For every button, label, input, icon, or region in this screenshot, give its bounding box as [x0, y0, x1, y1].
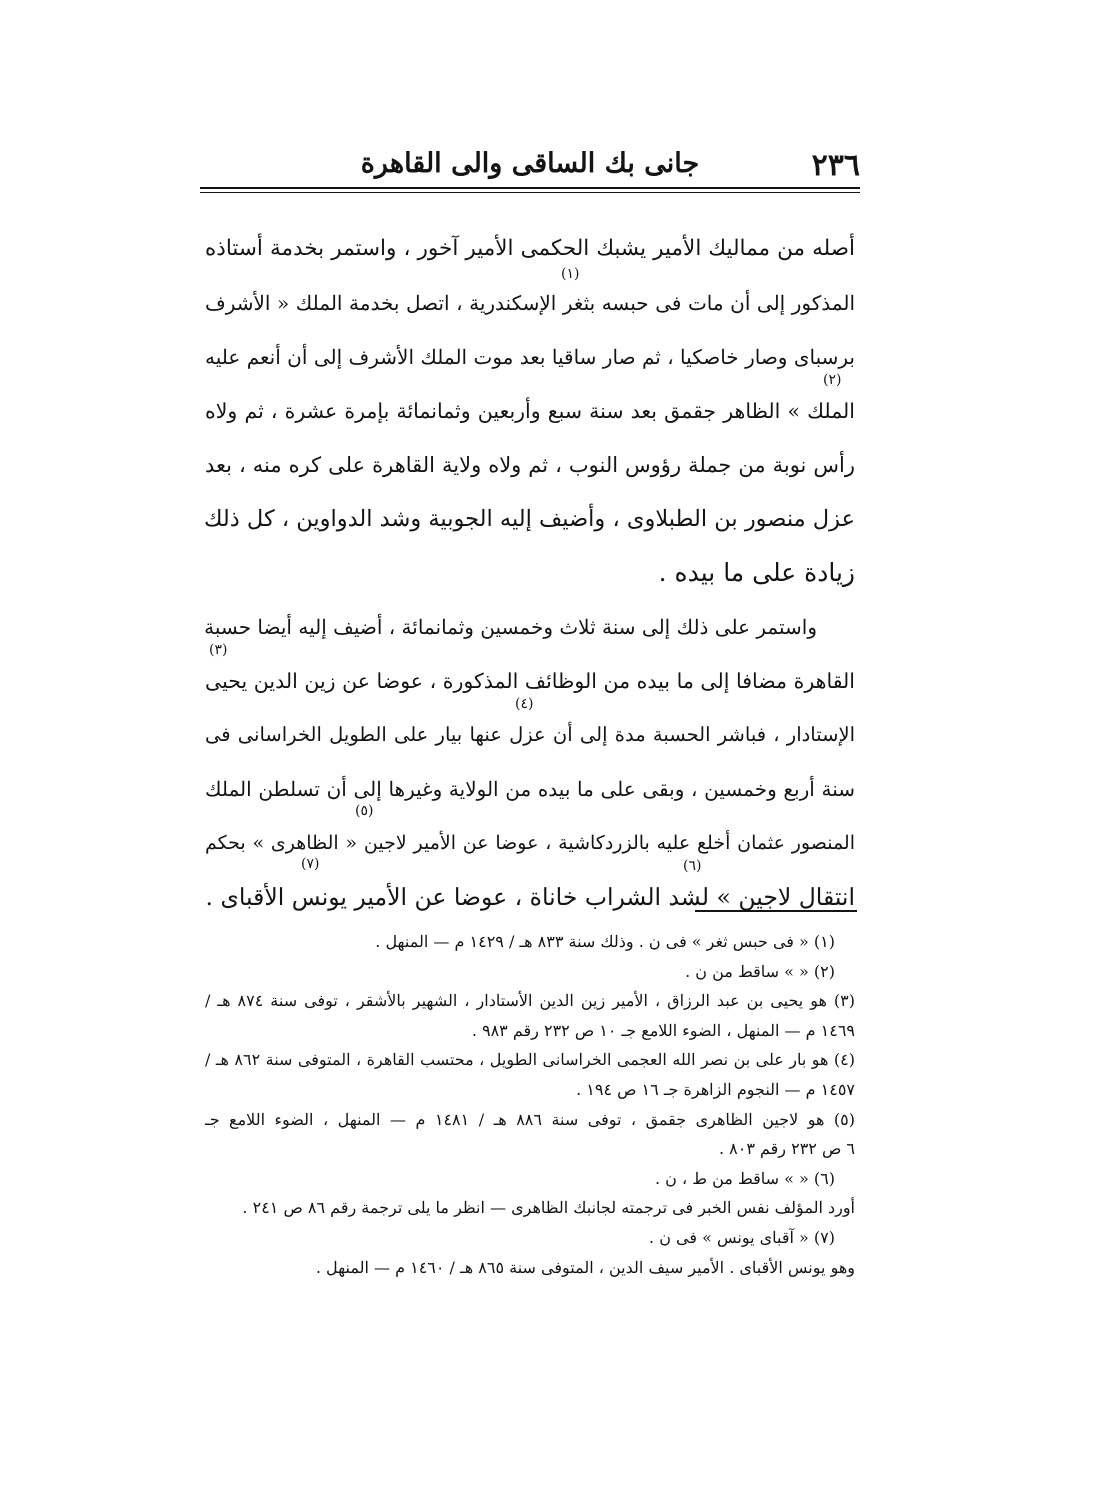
footnote-line: (٣) هو يحيى بن عبد الرزاق ، الأمير زين الدين الأستادار ، الشهير بالأشقر ، توفى سنة ٨٧٤ هـ / [205, 991, 856, 1011]
page-header [200, 142, 860, 188]
text-line: القاهرة مضافا إلى ما بيده من الوظائف المذكورة ، عوضا عن زين الدين يحيى [205, 669, 855, 693]
note-ref-7: (٧) [301, 856, 320, 872]
note-ref-2: (٢) [823, 372, 842, 388]
footnote-line: وهو يونس الأقباى . الأمير سيف الدين ، المتوفى سنة ٨٦٥ هـ / ١٤٦٠ م — المنهل . [315, 1257, 855, 1277]
footnote-line: أورد المؤلف نفس الخبر فى ترجمته لجانبك الظاهرى — انظر ما يلى ترجمة رقم ٨٦ ص ٢٤١ . [242, 1198, 855, 1218]
header-rule-thin [200, 192, 860, 193]
note-ref-5: (٥) [355, 803, 374, 819]
text-line: زيادة على ما بيده . [658, 558, 855, 587]
footnote-line: (٦) « » ساقط من ط ، ن . [654, 1168, 835, 1188]
text-line: عزل منصور بن الطبلاوى ، وأضيف إليه الجوبية وشد الدواوين ، كل ذلك [203, 506, 855, 532]
text-line: الملك » الظاهر جقمق بعد سنة سبع وأربعين وثمانمائة بإمرة عشرة ، ثم ولاه [205, 399, 855, 423]
footnote-line: (٥) هو لاجين الظاهرى جقمق ، توفى سنة ٨٨٦ هـ / ١٤٨١ م — المنهل ، الضوء اللامع جـ [205, 1109, 855, 1129]
text-line: المنصور عثمان أخلع عليه بالزردكاشية ، عوضا عن الأمير لاجين « الظاهرى » بحكم [205, 832, 855, 854]
text-line: انتقال لاجين » لشد الشراب خاناة ، عوضا عن الأمير يونس الأقباى . [205, 883, 855, 911]
page-number: ٢٣٦ [811, 148, 860, 183]
footnote-line: ١٤٦٩ م — المنهل ، الضوء اللامع جـ ١٠ ص ٢٣٢ رقم ٩٨٣ . [471, 1020, 855, 1040]
footnote-line: ٦ ص ٢٣٢ رقم ٨٠٣ . [718, 1139, 855, 1159]
text-line: سنة أربع وخمسين ، وبقى على ما بيده من الولاية وغيرها إلى أن تسلطن الملك [205, 777, 855, 801]
footnote-line: ١٤٥٧ م — النجوم الزاهرة جـ ١٦ ص ١٩٤ . [576, 1079, 855, 1099]
footnote-line: (١) « فى حبس ثغر » فى ن . وذلك سنة ٨٣٣ هـ / ١٤٢٩ م — المنهل . [375, 932, 835, 951]
footnote-line: (٤) هو بار على بن نصر الله العجمى الخراسانى الطويل ، محتسب القاهرة ، المتوفى سنة ٨٦٢ هـ / [205, 1050, 856, 1070]
footnote-line: (٧) « آقباى يونس » فى ن . [649, 1227, 835, 1247]
text-line: رأس نوبة من جملة رؤوس النوب ، ثم ولاه ولاية القاهرة على كره منه ، بعد [205, 453, 855, 477]
text-line: برسباى وصار خاصكيا ، ثم صار ساقيا بعد موت الملك الأشرف إلى أن أنعم عليه [205, 345, 855, 369]
note-ref-6: (٦) [683, 858, 702, 874]
text-line: واستمر على ذلك إلى سنة ثلاث وخمسين وثمانمائة ، أضيف إليه أيضا حسبة [204, 615, 817, 639]
note-ref-1: (١) [561, 266, 580, 282]
note-ref-3: (٣) [209, 642, 228, 658]
header-rule [200, 187, 860, 189]
text-line: أصله من مماليك الأمير يشبك الحكمى الأمير آخور ، واستمر بخدمة أستاذه [205, 236, 855, 261]
footnote-rule [695, 910, 857, 912]
text-line: المذكور إلى أن مات فى حبسه بثغر الإسكندرية ، اتصل بخدمة الملك « الأشرف [205, 291, 855, 315]
note-ref-4: (٤) [515, 696, 534, 712]
main-text [205, 222, 855, 924]
running-title: جانى بك الساقى والى القاهرة [360, 148, 700, 179]
footnote-line: (٢) « » ساقط من ن . [685, 961, 835, 981]
footnotes [205, 927, 855, 1282]
text-line: الإستادار ، فباشر الحسبة مدة إلى أن عزل عنها بيار على الطويل الخراسانى فى [205, 723, 855, 746]
